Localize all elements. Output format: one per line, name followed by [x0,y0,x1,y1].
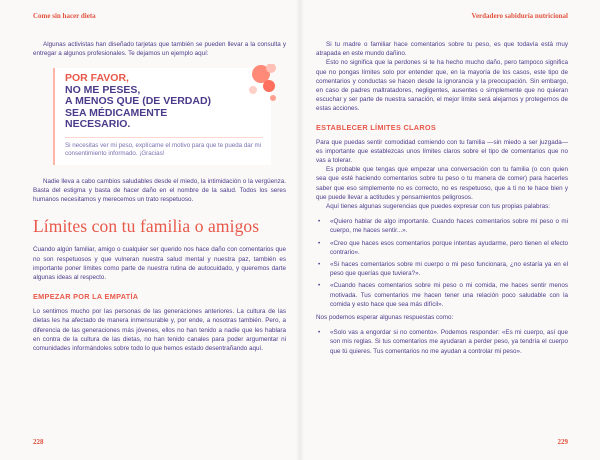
left-content [33,40,286,353]
left-page-number: 228 [33,438,44,446]
responses-list [316,328,568,356]
right-paragraph-2: Esto no significa que la perdones si te ha hecho mucho daño, pero tampoco significa que no pongas límites solo por entender que, en la mayoría de los casos, este tipo de comentarios y conductas se hacen desde la ignorancia y la preocupación. Sin embargo, en caso de padres maltratadores, negligentes, ausentes o simplemente que no quieran escuchar y ser parte de nuestra sanación, el mejor límite será alejarnos y protegernos de estas acciones. [316,59,568,113]
list-item: • «Si haces comentarios sobre mi cuerpo o mi peso funcionara, ¿no estaría ya en el peso que querías que tuviera?». [318,261,568,278]
card-line-2: NO ME PESES, [65,83,141,96]
card-small-text: Si necesitas ver mi peso, explícame el motivo para que te pueda dar mi consentimiento informado. ¡Gracias! [65,141,262,158]
left-running-head: Come sin hacer dieta [33,12,96,20]
right-content [316,40,568,359]
suggestions-list [316,217,568,309]
section-paragraph: Cuando algún familiar, amigo o cualquier ser querido nos hace daño con comentarios que no son respetuosos y que vulneran nuestra salud mental y nuestra paz, también es importante poner límites como parte de nuestra rutina de autocuidado, y queremos darte algunas ideas al respecto. [33,246,286,281]
right-paragraph-1: Si tu madre o familiar hace comentarios sobre tu peso, es que todavía está muy atrapada en este mundo dañino. [316,41,568,58]
card-divider [65,137,263,138]
subheading-empathy: EMPEZAR POR LA EMPATÍA [33,292,139,302]
right-paragraph-5: Aquí tienes algunas sugerencias que puedes expresar con tus propias palabras: [326,203,551,211]
card-line-3: A MENOS QUE (DE VERDAD) [65,95,212,108]
list-item: • «Cuando haces comentarios sobre mi peso o mi comida, me haces sentir menos motivada. Tus comentarios me hacen tener una relación poco saludable con la comida y esto hace que sea más difícil». [318,282,568,308]
right-paragraph-3: Para que puedas sentir comodidad comiendo con tu familia —sin miedo a ser juzgada— es importante que establezcas unos límites claros sobre el tipo de comentarios que no vas a tolerar. [316,138,568,165]
subheading-limits: ESTABLECER LÍMITES CLAROS [316,122,437,132]
right-paragraph-6: Nos podemos esperar algunas respuestas como: [316,314,454,322]
pink-bubbles-icon [239,64,277,106]
card-line-5: NECESARIO. [65,118,131,131]
example-card [53,68,271,164]
card-line-1: POR FAVOR, [65,72,129,85]
empathy-paragraph: Lo sentimos mucho por las personas de las generaciones anteriores. La cultura de las dietas les ha afectado de manera inmensurable y, por ende, a nosotras también. Pero, a diferencia de las generaciones más jóvenes, ellos no han tenido a nadie que les hablara en contra de la cultura de las dietas, no han tenido canales para poder argumentar ni comunidades informándoles sobre todo lo que hemos estado desentrañando aquí. [33,308,286,352]
section-heading: Límites con tu familia o amigos [33,216,260,237]
intro-paragraph: Algunas activistas han diseñado tarjetas que también se pueden llevar a la consulta y entregar a algunos profesionales. Te dejamos un ejemplo aquí: [33,41,286,58]
after-card-paragraph: Nadie lleva a cabo cambios saludables desde el miedo, la intimidación o la vergüenza. Basta del estigma y basta de hacer daño en el nombre de la salud. Todos los seres humanos necesitamos y merecemos un trato respetuoso. [33,177,286,204]
list-item: • «Quiero hablar de algo importante. Cuando haces comentarios sobre mi peso o mi cuerpo, me haces sentir...». [318,218,568,235]
right-page-number: 229 [557,438,568,446]
right-running-head: Verdadero sabiduría nutricional [471,12,568,20]
list-item: • «Solo vas a engordar si no comento». Podemos responder: «Es mi cuerpo, así que son mis reglas. Si tus comentarios me ayudaran a perder peso, ya tendría el cuerpo que tú quieres. Tus comentarios no me ayudan a controlar mi peso». [318,329,568,355]
right-paragraph-4: Es probable que tengas que empezar una conversación con tu familia (o con quien sea que esté haciendo comentarios sobre tu peso o tu manera de comer) para hacerles saber que eso simplemente no es correcto, no es respetuoso, que a ti no te hace bien y que puede llevar a actitudes y pensamientos peligrosos. [316,166,568,201]
list-item: • «Creo que haces esos comentarios porque intentas ayudarme, pero tienen el efecto contrario». [318,239,568,256]
card-line-4: SEA MÉDICAMENTE [65,106,168,119]
